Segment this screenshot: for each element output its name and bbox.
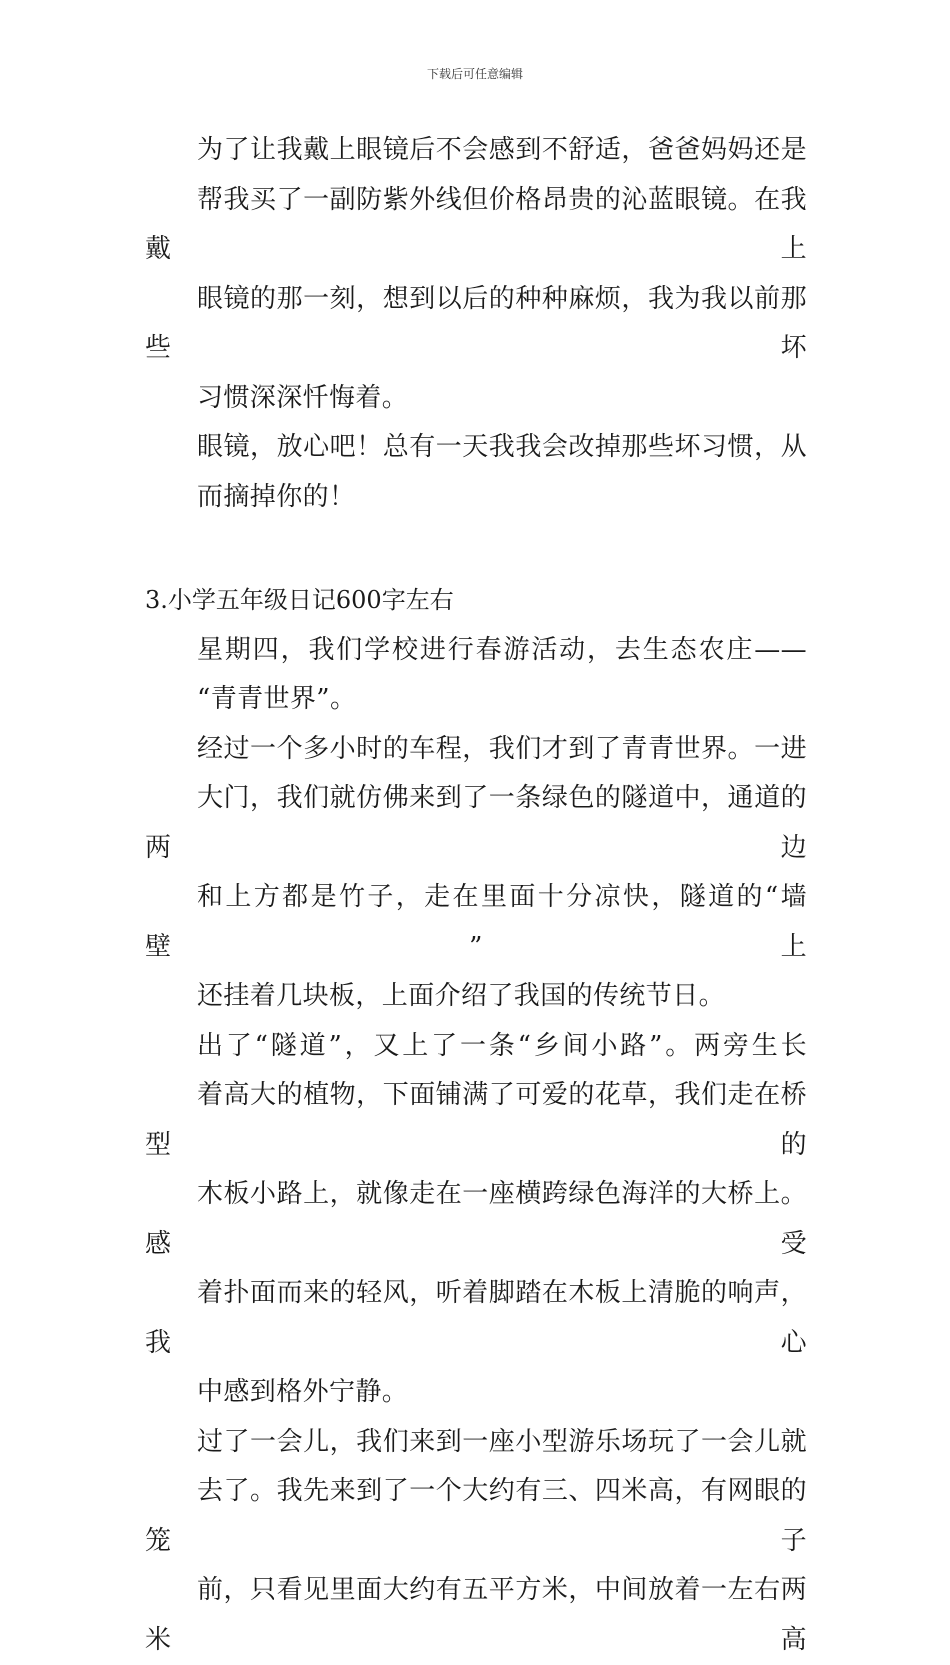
page-header: 下载后可任意编辑 — [0, 66, 950, 82]
paragraph — [145, 626, 807, 725]
paragraph-line: 习惯深深忏悔着。 — [145, 374, 807, 424]
paragraph-line: 着高大的植物，下面铺满了可爱的花草，我们走在桥型的 — [145, 1071, 807, 1170]
paragraph-line: 前，只看见里面大约有五平方米，中间放着一左右两米高 — [145, 1566, 807, 1665]
paragraph-line: 着扑面而来的轻风，听着脚踏在木板上清脆的响声，我心 — [145, 1269, 807, 1368]
paragraph-line: 木板小路上，就像走在一座横跨绿色海洋的大桥上。感受 — [145, 1170, 807, 1269]
paragraph — [145, 725, 807, 1022]
paragraph-line: 去了。我先来到了一个大约有三、四米高，有网眼的笼子 — [145, 1467, 807, 1566]
paragraph — [145, 1418, 807, 1665]
section-heading: 3.小学五年级日记600字左右 — [145, 576, 807, 626]
paragraph — [145, 1022, 807, 1418]
paragraph-line: 经过一个多小时的车程，我们才到了青青世界。一进 — [145, 725, 807, 775]
paragraph-line: 眼镜的那一刻，想到以后的种种麻烦，我为我以前那些坏 — [145, 275, 807, 374]
paragraph-line: 还挂着几块板，上面介绍了我国的传统节日。 — [145, 972, 807, 1022]
paragraph-line: 大门，我们就仿佛来到了一条绿色的隧道中，通道的两边 — [145, 774, 807, 873]
paragraph — [145, 423, 807, 522]
paragraph-line: 中感到格外宁静。 — [145, 1368, 807, 1418]
paragraph-line: 而摘掉你的！ — [145, 473, 807, 523]
paragraph-line: 为了让我戴上眼镜后不会感到不舒适，爸爸妈妈还是 — [145, 126, 807, 176]
paragraph-line: 出了“隧道”，又上了一条“乡间小路”。两旁生长 — [145, 1022, 807, 1072]
paragraph-line: 和上方都是竹子，走在里面十分凉快，隧道的“墙壁”上 — [145, 873, 807, 972]
paragraph-line: 帮我买了一副防紫外线但价格昂贵的沁蓝眼镜。在我戴上 — [145, 176, 807, 275]
paragraph — [145, 126, 807, 423]
paragraph-line: 星期四，我们学校进行春游活动，去生态农庄—— — [145, 626, 807, 676]
document-body — [145, 126, 807, 1665]
paragraph-line: 眼镜，放心吧！总有一天我我会改掉那些坏习惯，从 — [145, 423, 807, 473]
section-spacer — [145, 522, 807, 572]
paragraph-line: “青青世界”。 — [145, 675, 807, 725]
paragraph-line: 过了一会儿，我们来到一座小型游乐场玩了一会儿就 — [145, 1418, 807, 1468]
